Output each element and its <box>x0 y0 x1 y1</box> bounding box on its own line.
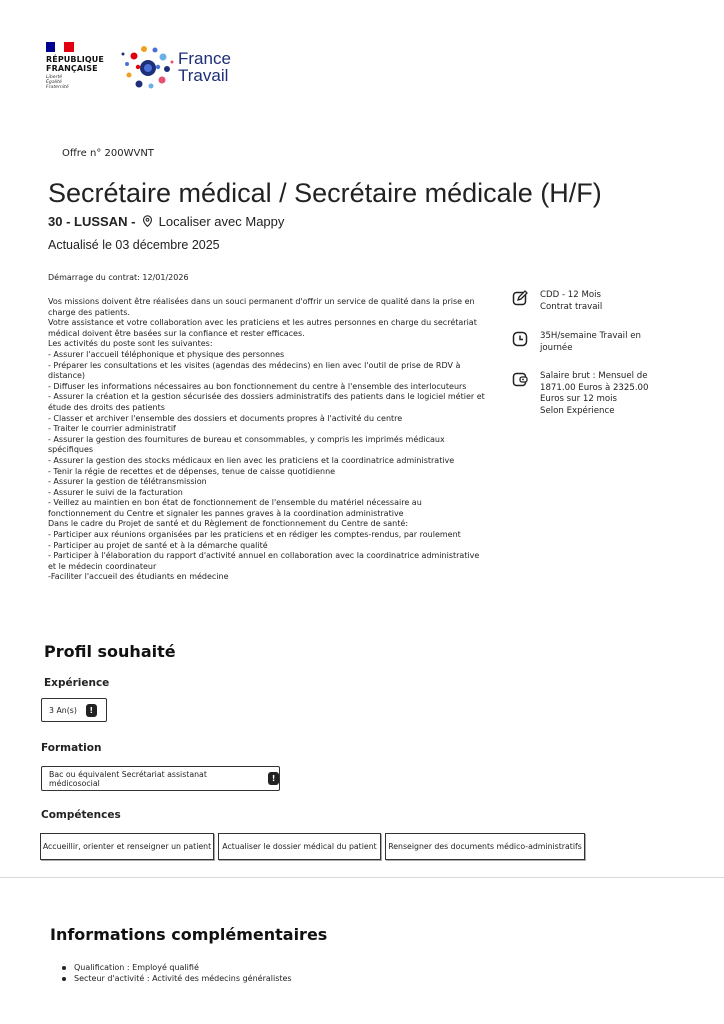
working-hours <box>512 331 641 354</box>
divider <box>0 877 724 878</box>
rf-motto-3: Fraternité <box>46 85 69 90</box>
page-title: Secrétaire médical / Secrétaire médicale (H/F) <box>48 178 602 208</box>
description-line: - Participer au projet de santé et à la démarche qualité <box>48 540 268 550</box>
rf-line-2: FRANÇAISE <box>46 64 98 73</box>
description-line: Les activités du poste sont les suivantes: <box>48 339 213 349</box>
description-line: - Veillez au maintien en bon état de fonctionnement de l'ensemble du matériel nécessaire au <box>48 498 422 508</box>
description-line: - Tenir la régie de recettes et de dépenses, tenue de caisse quotidienne <box>48 466 336 476</box>
hours-line-2: journée <box>540 342 573 353</box>
description-line: - Assurer la gestion des fournitures de bureau et consommables, y compris les imprimés médicaux <box>48 434 445 444</box>
location <box>48 214 284 229</box>
formation-label: Formation <box>41 742 102 754</box>
description-line: distance) <box>48 371 86 381</box>
description-line: - Classer et archiver l'ensemble des dossiers et documents propres à l'activité du centre <box>48 413 403 423</box>
salary <box>512 371 649 417</box>
experience-label: Expérience <box>44 677 110 689</box>
experience-value: 3 An(s) <box>49 705 77 715</box>
job-description <box>48 297 485 583</box>
brand-line-2: Travail <box>178 66 229 85</box>
list-item <box>62 974 292 983</box>
contract-kind: Contrat travail <box>540 301 603 312</box>
bullet-icon <box>62 977 66 981</box>
salary-line-1: Salaire brut : Mensuel de <box>540 371 648 381</box>
rf-line-1: RÉPUBLIQUE <box>46 55 104 64</box>
rf-motto-2: Égalité <box>46 80 62 85</box>
france-travail-name <box>178 50 231 84</box>
skill-chip: Accueillir, orienter et renseigner un patient <box>40 833 214 860</box>
bullet-icon <box>62 966 66 970</box>
hours-line-1: 35H/semaine Travail en <box>540 331 641 341</box>
description-line: fonctionnement du Centre et signaler les pannes graves à la coordination administrative <box>48 508 404 518</box>
location-code: 30 - LUSSAN - <box>48 214 136 229</box>
skills-label: Compétences <box>41 809 121 821</box>
description-line: -Faciliter l'accueil des étudiants en médecine <box>48 572 229 582</box>
activity-sector: Secteur d'activité : Activité des médecins généralistes <box>74 974 292 983</box>
map-pin-icon <box>142 215 153 227</box>
description-line: - Préparer les consultations et les visites (agendas des médecins) en lien avec l'outil de prise de RDV à <box>48 360 461 370</box>
flag-icon <box>46 42 74 52</box>
updated-date: Actualisé le 03 décembre 2025 <box>48 238 220 252</box>
description-line: spécifiques <box>48 445 94 455</box>
description-line: - Assurer la gestion des stocks médicaux en lien avec les praticiens et la coordinatrice administrative <box>48 455 455 465</box>
offer-number: Offre n° 200WVNT <box>62 148 154 159</box>
description-line: - Assurer l'accueil téléphonique et physique des personnes <box>48 349 285 359</box>
required-icon: ! <box>86 704 97 717</box>
info-title: Informations complémentaires <box>50 925 328 944</box>
salary-line-3: Euros sur 12 mois <box>540 394 618 404</box>
description-line: - Assurer la création et la gestion sécurisée des dossiers administratifs des patients dans le logiciel métier et <box>48 392 485 402</box>
contract-start: Démarrage du contrat: 12/01/2026 <box>48 273 189 282</box>
wallet-icon <box>512 371 528 387</box>
description-line: - Participer à l'élaboration du rapport d'activité annuel en collaboration avec la coordinatrice administrative <box>48 551 480 561</box>
brand-line-1: France <box>178 49 231 68</box>
description-line: - Diffuser les informations nécessaires au bon fonctionnement du centre à l'ensemble des interlocuteurs <box>48 381 467 391</box>
profile-title: Profil souhaité <box>44 642 176 661</box>
description-line: médical doivent être basées sur la confiance et rester efficaces. <box>48 328 305 338</box>
salary-line-4: Selon Expérience <box>540 405 615 416</box>
formation-tag <box>41 766 280 791</box>
description-line: - Assurer la gestion de télétransmission <box>48 477 207 487</box>
formation-value: Bac ou équivalent Secrétariat assistanat médicosocial <box>49 769 207 788</box>
description-line: et le médecin coordinateur <box>48 561 157 571</box>
skill-chip: Actualiser le dossier médical du patient <box>218 833 381 860</box>
description-line: Votre assistance et votre collaboration avec les praticiens et les autres personnes en charge du secrétariat <box>48 318 477 328</box>
contract-duration: CDD - 12 Mois <box>540 290 602 300</box>
edit-icon <box>512 290 528 306</box>
description-line: Dans le cadre du Projet de santé et du Règlement de fonctionnement du Centre de santé: <box>48 519 409 529</box>
list-item <box>62 963 199 972</box>
map-link[interactable]: Localiser avec Mappy <box>158 214 285 229</box>
contract-type <box>512 290 602 313</box>
required-icon: ! <box>268 772 279 785</box>
france-travail-logo-icon <box>120 42 176 94</box>
qualification: Qualification : Employé qualifié <box>74 963 199 972</box>
description-line: - Traiter le courrier administratif <box>48 424 176 434</box>
skill-chip: Renseigner des documents médico-administratifs <box>385 833 585 860</box>
republique-francaise-logo <box>46 42 108 90</box>
description-line: charge des patients. <box>48 307 130 317</box>
description-line: étude des droits des patients <box>48 402 165 412</box>
clock-icon <box>512 331 528 347</box>
experience-tag <box>41 698 107 722</box>
description-line: - Assurer le suivi de la facturation <box>48 487 183 497</box>
rf-motto-1: Liberté <box>46 75 63 80</box>
description-line: - Participer aux réunions organisées par les praticiens et en rédiger les comptes-rendus, par roulement <box>48 530 461 540</box>
salary-line-2: 1871.00 Euros à 2325.00 <box>540 382 649 393</box>
description-line: Vos missions doivent être réalisées dans un souci permanent d'offrir un service de qualité dans la prise en <box>48 297 475 306</box>
